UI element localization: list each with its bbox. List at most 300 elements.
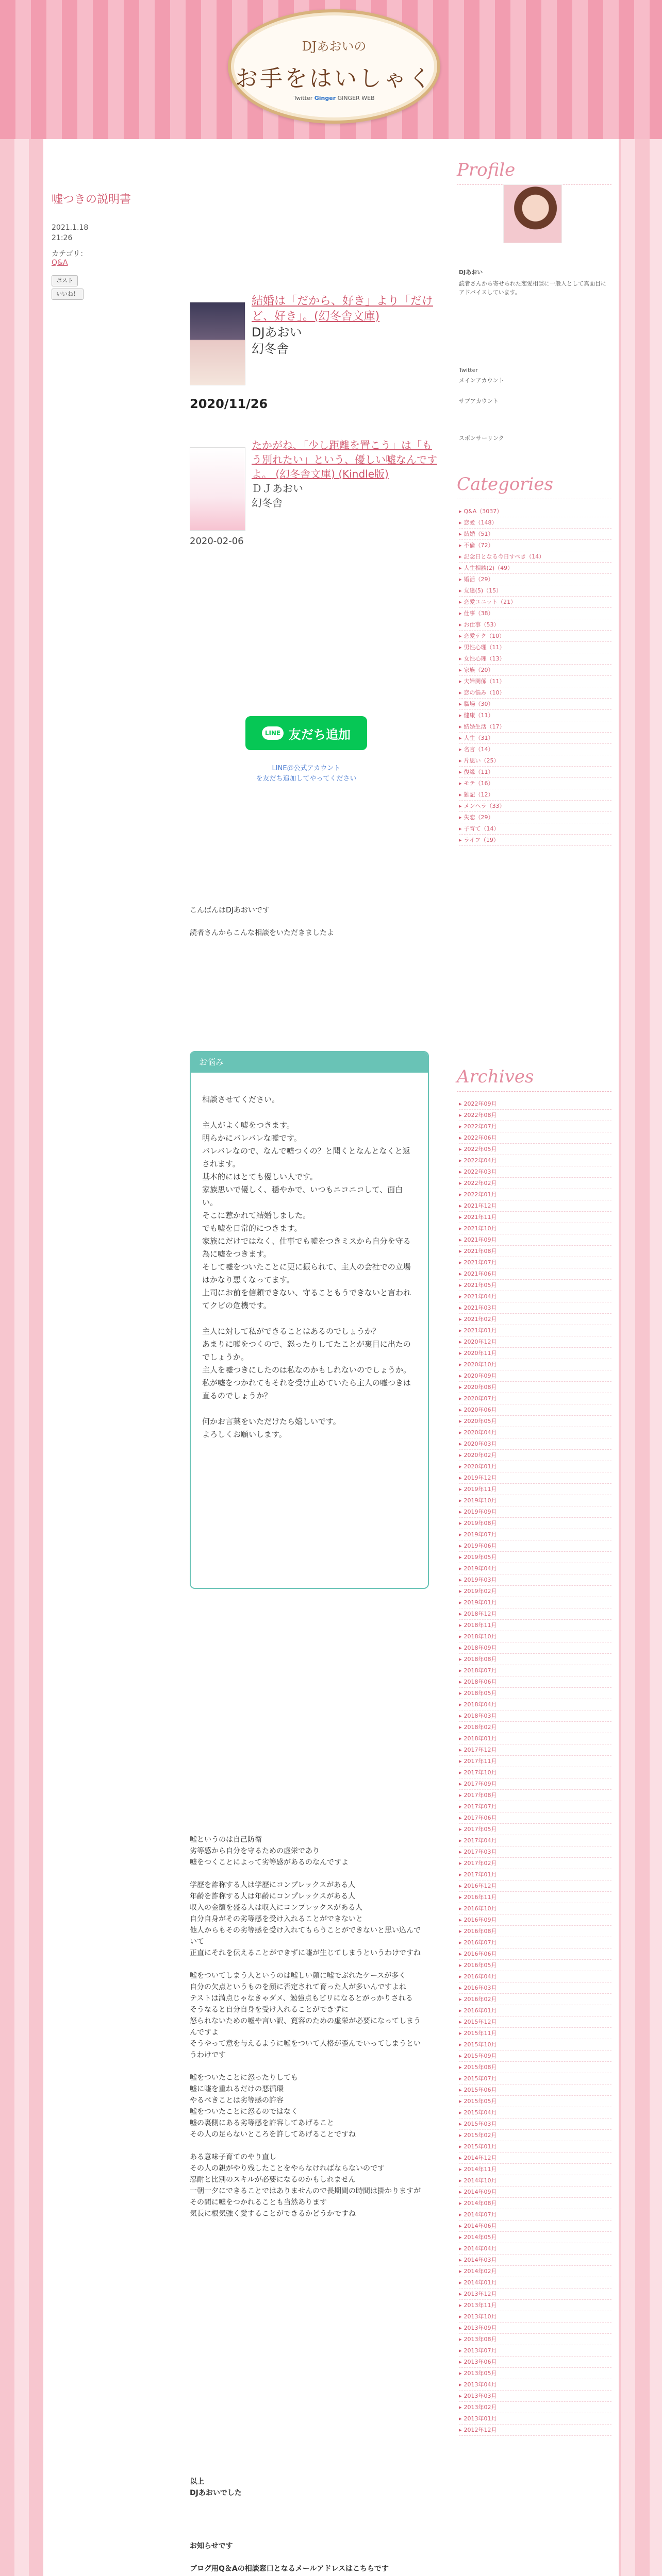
category-item-label: 結婚（51） — [464, 531, 494, 537]
archive-item-label: 2014年03月 — [464, 2257, 497, 2263]
archive-item[interactable] — [459, 1370, 611, 1382]
archive-item[interactable] — [459, 1348, 611, 1359]
archive-item-label: 2015年05月 — [464, 2098, 497, 2105]
archive-item[interactable] — [459, 2334, 611, 2345]
archive-item[interactable] — [459, 1756, 611, 1767]
archive-item-label: 2013年02月 — [464, 2404, 497, 2411]
bullet-icon: ▸ — [459, 1747, 462, 1753]
archive-item[interactable] — [459, 2084, 611, 2096]
sub-account-label[interactable]: サブアカウント — [459, 398, 499, 404]
bullet-icon: ▸ — [459, 1905, 462, 1912]
archive-item[interactable] — [459, 2198, 611, 2209]
bullet-icon: ▸ — [459, 2019, 462, 2025]
book-publisher-2: 幻冬舎 — [252, 497, 283, 509]
archive-item[interactable] — [459, 1801, 611, 1812]
archive-item[interactable] — [459, 1404, 611, 1416]
category-item[interactable] — [459, 665, 611, 676]
book-cover-2[interactable] — [190, 447, 245, 531]
category-item[interactable] — [459, 835, 611, 846]
bullet-icon: ▸ — [459, 1180, 462, 1187]
bullet-icon: ▸ — [459, 2098, 462, 2105]
archive-item[interactable] — [459, 1166, 611, 1178]
archive-item[interactable] — [459, 1450, 611, 1461]
archive-item[interactable] — [459, 2243, 611, 2255]
archive-item[interactable] — [459, 1178, 611, 1189]
archive-item[interactable] — [459, 2005, 611, 2016]
bullet-icon: ▸ — [459, 1486, 462, 1493]
line-note-2[interactable]: を友だち追加してやってください — [256, 775, 357, 783]
archive-item[interactable] — [459, 2266, 611, 2277]
main-account-label[interactable]: メインアカウント — [459, 377, 504, 384]
archive-item[interactable] — [459, 1846, 611, 1858]
bullet-icon: ▸ — [459, 2087, 462, 2093]
archive-item[interactable] — [459, 1597, 611, 1608]
bullet-icon: ▸ — [459, 769, 462, 775]
bullet-icon: ▸ — [459, 1917, 462, 1923]
bullet-icon: ▸ — [459, 1134, 462, 1141]
archive-item[interactable] — [459, 2368, 611, 2379]
category-item[interactable] — [459, 597, 611, 608]
logo-subtitle: DJあおいの — [302, 39, 367, 54]
archive-item[interactable] — [459, 1722, 611, 1733]
answer-line: 気長に根気強く愛することができるかどうかですね — [190, 2210, 356, 2218]
category-item[interactable] — [459, 789, 611, 801]
archive-item[interactable] — [459, 1189, 611, 1200]
archive-item-label: 2017年09月 — [464, 1781, 497, 1787]
bullet-icon: ▸ — [459, 1395, 462, 1402]
archive-item[interactable] — [459, 2107, 611, 2119]
bullet-icon: ▸ — [459, 1622, 462, 1629]
category-item-label: 男性心理（11） — [464, 644, 505, 651]
bullet-icon: ▸ — [459, 1282, 462, 1289]
category-list — [459, 506, 611, 846]
category-link[interactable] — [52, 259, 68, 267]
bullet-icon: ▸ — [459, 2268, 462, 2275]
archive-item-label: 2014年04月 — [464, 2245, 497, 2252]
archive-item-label: 2022年02月 — [464, 1180, 497, 1187]
archive-item[interactable] — [459, 1903, 611, 1914]
bullet-icon: ▸ — [459, 1372, 462, 1379]
archive-item[interactable] — [459, 2141, 611, 2153]
category-item[interactable] — [459, 721, 611, 733]
bullet-icon: ▸ — [459, 2427, 462, 2433]
sponsored-label: スポンサーリンク — [459, 435, 504, 442]
archive-item[interactable] — [459, 1835, 611, 1846]
archive-item[interactable] — [459, 1767, 611, 1778]
category-item[interactable] — [459, 744, 611, 755]
archive-item[interactable] — [459, 1960, 611, 1971]
archive-item[interactable] — [459, 1665, 611, 1676]
bullet-icon: ▸ — [459, 1781, 462, 1787]
category-item[interactable] — [459, 710, 611, 721]
category-item-label: ライフ（19） — [464, 837, 499, 843]
archive-list — [459, 1098, 611, 2436]
archive-item-label: 2021年12月 — [464, 1202, 497, 1209]
bullet-icon: ▸ — [459, 1384, 462, 1391]
archive-item[interactable] — [459, 1620, 611, 1631]
bullet-icon: ▸ — [459, 519, 462, 526]
bullet-icon: ▸ — [459, 1860, 462, 1867]
archive-item[interactable] — [459, 1699, 611, 1710]
archive-item[interactable] — [459, 1654, 611, 1665]
bullet-icon: ▸ — [459, 1724, 462, 1731]
book-cover-1[interactable] — [190, 302, 245, 385]
archive-item-label: 2021年08月 — [464, 1248, 497, 1255]
bullet-icon: ▸ — [459, 565, 462, 571]
archive-item[interactable] — [459, 1552, 611, 1563]
archive-item[interactable] — [459, 2323, 611, 2334]
archive-item-label: 2018年03月 — [464, 1713, 497, 1719]
archive-item[interactable] — [459, 1914, 611, 1926]
archive-item[interactable] — [459, 2413, 611, 2425]
archive-item[interactable] — [459, 1744, 611, 1756]
archive-item[interactable] — [459, 1132, 611, 1144]
bullet-icon: ▸ — [459, 1112, 462, 1118]
archive-item[interactable] — [459, 1234, 611, 1246]
archive-item[interactable] — [459, 1812, 611, 1824]
sidebar — [456, 139, 619, 2576]
archive-item-label: 2020年08月 — [464, 1384, 497, 1391]
category-item[interactable] — [459, 631, 611, 642]
bullet-icon: ▸ — [459, 1690, 462, 1697]
bullet-icon: ▸ — [459, 2121, 462, 2127]
archive-item[interactable] — [459, 1688, 611, 1699]
bullet-icon: ▸ — [459, 2053, 462, 2059]
archive-item[interactable] — [459, 2391, 611, 2402]
archive-item[interactable] — [459, 1608, 611, 1620]
bullet-icon: ▸ — [459, 1769, 462, 1776]
category-item[interactable] — [459, 642, 611, 653]
bullet-icon: ▸ — [459, 2075, 462, 2082]
entry-time: 21:26 — [52, 234, 73, 242]
category-item-label: 友達(5)（15） — [464, 587, 502, 594]
archive-item[interactable] — [459, 1359, 611, 1370]
archive-item-label: 2022年09月 — [464, 1100, 497, 1107]
bullet-icon: ▸ — [459, 1577, 462, 1583]
archive-item[interactable] — [459, 2402, 611, 2413]
archive-item[interactable] — [459, 1540, 611, 1552]
archive-item-label: 2021年01月 — [464, 1327, 497, 1334]
entry-title[interactable]: 嘘つきの説明書 — [52, 193, 131, 206]
archive-item-label: 2017年11月 — [464, 1758, 497, 1765]
closing-line: 以上 — [190, 2478, 204, 2486]
category-item[interactable] — [459, 767, 611, 778]
archive-item[interactable] — [459, 1461, 611, 1472]
main-column — [43, 139, 456, 2576]
category-anchor[interactable]: Q&A — [52, 259, 68, 267]
category-item[interactable] — [459, 755, 611, 767]
answer-line: 劣等感から自分を守るための虚栄であり — [190, 1847, 320, 1855]
archive-item[interactable] — [459, 2357, 611, 2368]
archive-item[interactable] — [459, 2300, 611, 2311]
archive-item-label: 2019年05月 — [464, 1554, 497, 1561]
bullet-icon: ▸ — [459, 2415, 462, 2422]
bullet-icon: ▸ — [459, 531, 462, 537]
archive-item[interactable] — [459, 2016, 611, 2028]
archive-item-label: 2018年04月 — [464, 1701, 497, 1708]
archive-item[interactable] — [459, 1200, 611, 1212]
archive-item[interactable] — [459, 1257, 611, 1268]
archive-item[interactable] — [459, 2050, 611, 2062]
archive-item[interactable] — [459, 1382, 611, 1393]
book-info-2 — [252, 438, 437, 510]
archive-item-label: 2018年12月 — [464, 1611, 497, 1617]
line-add-friend-button[interactable] — [245, 716, 367, 750]
archive-item[interactable] — [459, 1880, 611, 1892]
archive-item-label: 2021年04月 — [464, 1293, 497, 1300]
archive-item-label: 2014年12月 — [464, 2155, 497, 2161]
answer-line — [190, 1959, 427, 1970]
logo-title: お手をはいしゃく — [235, 65, 433, 92]
bullet-icon: ▸ — [459, 2313, 462, 2320]
archive-item[interactable] — [459, 2028, 611, 2039]
archive-item-label: 2013年08月 — [464, 2336, 497, 2343]
category-item[interactable] — [459, 506, 611, 517]
bullet-icon: ▸ — [459, 2177, 462, 2184]
category-item-label: メンヘラ（33） — [464, 803, 505, 809]
category-item[interactable] — [459, 563, 611, 574]
bullet-icon: ▸ — [459, 1815, 462, 1821]
line-button-label: 友だち追加 — [289, 727, 351, 742]
archive-item[interactable] — [459, 1336, 611, 1348]
archive-item-label: 2020年03月 — [464, 1440, 497, 1447]
archive-item-label: 2015年03月 — [464, 2121, 497, 2127]
archive-item[interactable] — [459, 1790, 611, 1801]
archive-item-label: 2020年11月 — [464, 1350, 497, 1357]
archive-item-label: 2019年03月 — [464, 1577, 497, 1583]
bullet-icon: ▸ — [459, 837, 462, 843]
archive-item[interactable] — [459, 1427, 611, 1438]
archive-item[interactable] — [459, 1144, 611, 1155]
archive-item[interactable] — [459, 1268, 611, 1280]
archive-item[interactable] — [459, 1631, 611, 1642]
archive-item[interactable] — [459, 2130, 611, 2141]
archive-item[interactable] — [459, 1710, 611, 1722]
archive-item[interactable] — [459, 2311, 611, 2323]
archive-item-label: 2016年12月 — [464, 1883, 497, 1889]
archive-item-label: 2013年09月 — [464, 2325, 497, 2331]
archive-item[interactable] — [459, 1416, 611, 1427]
profile-heading: Profile — [457, 160, 611, 185]
archive-item-label: 2019年08月 — [464, 1520, 497, 1527]
archive-item-label: 2019年10月 — [464, 1497, 497, 1504]
archive-item[interactable] — [459, 2209, 611, 2221]
archive-item[interactable] — [459, 1937, 611, 1948]
archive-item[interactable] — [459, 1529, 611, 1540]
archive-item[interactable] — [459, 1484, 611, 1495]
profile-avatar — [503, 184, 562, 243]
archive-item[interactable] — [459, 2175, 611, 2187]
archive-item[interactable] — [459, 2255, 611, 2266]
archive-item[interactable] — [459, 2062, 611, 2073]
archive-item[interactable] — [459, 1280, 611, 1291]
category-item[interactable] — [459, 733, 611, 744]
archive-item[interactable] — [459, 2119, 611, 2130]
archive-item[interactable] — [459, 2096, 611, 2107]
bullet-icon: ▸ — [459, 1633, 462, 1640]
archive-item-label: 2017年12月 — [464, 1747, 497, 1753]
archive-item-label: 2020年09月 — [464, 1372, 497, 1379]
category-item[interactable] — [459, 551, 611, 563]
archive-item-label: 2018年07月 — [464, 1667, 497, 1674]
category-item-label: 子育て（14） — [464, 825, 500, 832]
archive-item[interactable] — [459, 1982, 611, 1994]
answer-line: 収入の金額を盛る人は収入にコンプレックスがある人 — [190, 1904, 363, 1912]
bullet-icon: ▸ — [459, 1440, 462, 1447]
archive-item[interactable] — [459, 1506, 611, 1518]
archive-item[interactable] — [459, 1926, 611, 1937]
bullet-icon: ▸ — [459, 1599, 462, 1606]
archive-item-label: 2013年12月 — [464, 2291, 497, 2297]
archive-item[interactable] — [459, 1110, 611, 1121]
archive-item-label: 2022年07月 — [464, 1123, 497, 1130]
archive-item[interactable] — [459, 1778, 611, 1790]
archive-item[interactable] — [459, 2379, 611, 2391]
archive-item[interactable] — [459, 2187, 611, 2198]
archive-item[interactable] — [459, 2153, 611, 2164]
archive-item[interactable] — [459, 1223, 611, 1234]
archive-item[interactable] — [459, 1858, 611, 1869]
category-item[interactable] — [459, 823, 611, 835]
archive-item[interactable] — [459, 1098, 611, 1110]
answer-line: 嘘をつくことによって劣等感があるのなんですよ — [190, 1858, 349, 1867]
category-item[interactable] — [459, 687, 611, 699]
archive-item[interactable] — [459, 1824, 611, 1835]
site-logo[interactable] — [228, 9, 440, 124]
category-item[interactable] — [459, 778, 611, 789]
category-item[interactable] — [459, 653, 611, 665]
archive-item[interactable] — [459, 1302, 611, 1314]
category-item[interactable] — [459, 676, 611, 687]
archive-item-label: 2012年12月 — [464, 2427, 497, 2433]
bullet-icon: ▸ — [459, 2359, 462, 2365]
intro-line — [190, 916, 427, 927]
book-title-link-2[interactable]: たかがね、「少し距離を置こう」は「もう別れたい」という、優しい嘘なんですよ。 (幻冬舎文庫) (Kindle版) — [252, 439, 437, 480]
archive-item[interactable] — [459, 1676, 611, 1688]
consultation-heading: お悩み — [191, 1052, 428, 1073]
tweet-button[interactable]: ポスト — [52, 275, 78, 286]
answer-line: 嘘をついてしまう人というのは嘘しい顔に嘘でぶれたケースが多く — [190, 1972, 406, 1980]
archive-item[interactable] — [459, 1212, 611, 1223]
archive-item-label: 2015年12月 — [464, 2019, 497, 2025]
category-item-label: 記念日となる今日すべき（14） — [464, 553, 545, 560]
archive-item[interactable] — [459, 2221, 611, 2232]
answer-line: 学歴を詐称する人は学歴にコンプレックスがある人 — [190, 1881, 356, 1889]
category-item[interactable] — [459, 540, 611, 551]
archive-item[interactable] — [459, 1393, 611, 1404]
archive-item[interactable] — [459, 1971, 611, 1982]
bullet-icon: ▸ — [459, 2223, 462, 2229]
bullet-icon: ▸ — [459, 723, 462, 730]
answer-line — [190, 1868, 427, 1879]
category-item[interactable] — [459, 801, 611, 812]
archive-item[interactable] — [459, 1574, 611, 1586]
book-title-link-1[interactable]: 結婚は「だから、好き」より「だけど、好き」。(幻冬舎文庫) — [252, 295, 434, 323]
logo-foot-suffix: GINGER WEB — [337, 95, 375, 101]
bullet-icon: ▸ — [459, 2347, 462, 2354]
category-item[interactable] — [459, 608, 611, 619]
bullet-icon: ▸ — [459, 610, 462, 617]
category-item[interactable] — [459, 574, 611, 585]
category-item[interactable] — [459, 529, 611, 540]
bullet-icon: ▸ — [459, 576, 462, 583]
archives-heading: Archives — [457, 1066, 611, 1092]
archive-item[interactable] — [459, 1495, 611, 1506]
archive-item-label: 2013年06月 — [464, 2359, 497, 2365]
archive-item[interactable] — [459, 2289, 611, 2300]
archive-item[interactable] — [459, 2039, 611, 2050]
archive-item[interactable] — [459, 1518, 611, 1529]
answer-line: そうやって意を与えるように嘘をついて人格が歪んでいってしまうというわけです — [190, 2040, 421, 2059]
archive-item[interactable] — [459, 2232, 611, 2243]
archive-item[interactable] — [459, 1438, 611, 1450]
category-item-label: 恋愛（148） — [464, 519, 498, 526]
category-item[interactable] — [459, 699, 611, 710]
archive-item[interactable] — [459, 1733, 611, 1744]
archive-item[interactable] — [459, 1563, 611, 1574]
archive-item-label: 2017年10月 — [464, 1769, 497, 1776]
archive-item[interactable] — [459, 2345, 611, 2357]
archive-item-label: 2019年01月 — [464, 1599, 497, 1606]
bullet-icon: ▸ — [459, 1225, 462, 1232]
archive-item[interactable] — [459, 1892, 611, 1903]
category-item[interactable] — [459, 812, 611, 823]
answer-text — [190, 1834, 427, 2219]
archive-item-label: 2021年06月 — [464, 1270, 497, 1277]
archive-item[interactable] — [459, 2073, 611, 2084]
category-item[interactable] — [459, 619, 611, 631]
archive-item[interactable] — [459, 1994, 611, 2005]
bullet-icon: ▸ — [459, 1406, 462, 1413]
archive-item[interactable] — [459, 1121, 611, 1132]
bullet-icon: ▸ — [459, 1475, 462, 1481]
archive-item[interactable] — [459, 1291, 611, 1302]
bullet-icon: ▸ — [459, 2302, 462, 2309]
bullet-icon: ▸ — [459, 1679, 462, 1685]
archive-item[interactable] — [459, 1325, 611, 1336]
bullet-icon: ▸ — [459, 1951, 462, 1957]
archive-item[interactable] — [459, 1948, 611, 1960]
archive-item-label: 2013年11月 — [464, 2302, 497, 2309]
archive-item[interactable] — [459, 2425, 611, 2436]
archive-item-label: 2021年11月 — [464, 1214, 497, 1221]
answer-line: 怒られないための嘘や言い訳、寛容のための虚栄が必要になってしまうんですよ — [190, 2017, 421, 2037]
archive-item[interactable] — [459, 1472, 611, 1484]
category-item-label: 名言（14） — [464, 746, 494, 753]
archive-item[interactable] — [459, 1314, 611, 1325]
archive-item[interactable] — [459, 2164, 611, 2175]
category-item-label: 雑記（12） — [464, 791, 494, 798]
answer-line: その間に嘘をつかれることも当然あります — [190, 2198, 327, 2207]
archive-item-label: 2015年09月 — [464, 2053, 497, 2059]
category-item[interactable] — [459, 585, 611, 597]
archive-item-label: 2018年08月 — [464, 1656, 497, 1663]
archive-item[interactable] — [459, 1246, 611, 1257]
archive-item[interactable] — [459, 1155, 611, 1166]
archive-item[interactable] — [459, 1642, 611, 1654]
like-button[interactable]: いいね！ — [52, 289, 84, 300]
archive-item[interactable] — [459, 1869, 611, 1880]
archive-item[interactable] — [459, 1586, 611, 1597]
archive-item[interactable] — [459, 2277, 611, 2289]
category-item[interactable] — [459, 517, 611, 529]
answer-line: ある意味子育てのやり直し — [190, 2153, 276, 2161]
bullet-icon: ▸ — [459, 2109, 462, 2116]
archive-item-label: 2015年08月 — [464, 2064, 497, 2071]
archive-item-label: 2018年10月 — [464, 1633, 497, 1640]
line-note-1[interactable]: LINE＠公式アカウント — [272, 765, 341, 772]
archive-item-label: 2016年06月 — [464, 1951, 497, 1957]
